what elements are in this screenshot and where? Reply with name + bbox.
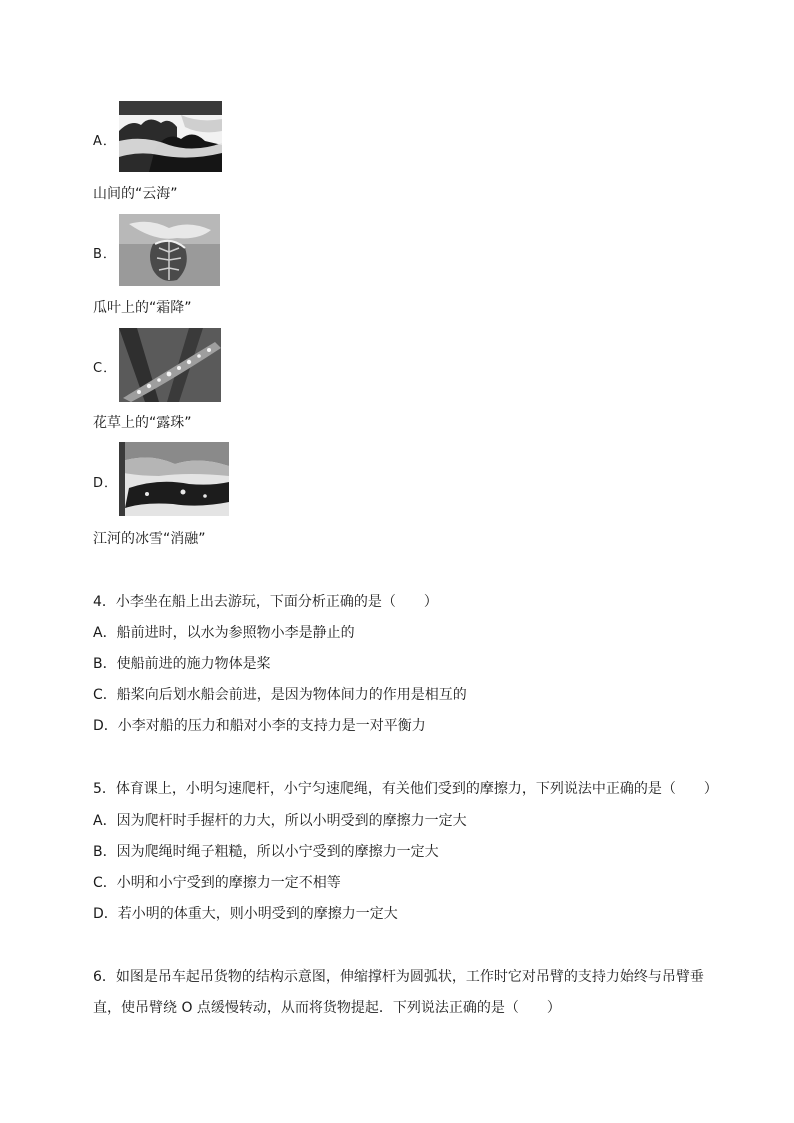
option-d-letter[interactable]: D． <box>93 476 119 491</box>
q5-option-d[interactable]: D．若小明的体重大，则小明受到的摩擦力一定大 <box>93 906 398 922</box>
option-b-letter[interactable]: B． <box>93 247 117 262</box>
q5-option-b[interactable]: B．因为爬绳时绳子粗糙，所以小宁受到的摩擦力一定大 <box>93 844 439 860</box>
q5-stem: 5．体育课上，小明匀速爬杆，小宁匀速爬绳，有关他们受到的摩擦力，下列说法中正确的是（ ） <box>93 781 718 797</box>
option-a-caption: 山间的“云海” <box>93 186 178 202</box>
q4-option-d[interactable]: D．小李对船的压力和船对小李的支持力是一对平衡力 <box>93 718 426 734</box>
option-c-caption: 花草上的“露珠” <box>93 415 192 431</box>
q6-stem-line-2: 直，使吊臂绕 O 点缓慢转动，从而将货物提起．下列说法正确的是（ ） <box>93 1000 561 1016</box>
option-c-letter[interactable]: C． <box>93 361 118 376</box>
q4-stem: 4．小李坐在船上出去游玩，下面分析正确的是（ ） <box>93 594 438 610</box>
q5-option-c[interactable]: C．小明和小宁受到的摩擦力一定不相等 <box>93 875 341 891</box>
q4-option-a[interactable]: A．船前进时，以水为参照物小李是静止的 <box>93 625 355 641</box>
q6-stem-line-1: 6．如图是吊车起吊货物的结构示意图，伸缩撑杆为圆弧状，工作时它对吊臂的支持力始终与吊臂垂 <box>93 969 704 985</box>
melting-river-photo <box>119 442 229 516</box>
option-d-caption: 江河的冰雪“消融” <box>93 531 206 547</box>
dewdrops-photo <box>119 328 221 402</box>
q4-option-b[interactable]: B．使船前进的施力物体是桨 <box>93 656 271 672</box>
cloud-sea-photo <box>119 101 222 172</box>
option-b-caption: 瓜叶上的“霜降” <box>93 300 192 316</box>
q5-option-a[interactable]: A．因为爬杆时手握杆的力大，所以小明受到的摩擦力一定大 <box>93 813 467 829</box>
q4-option-c[interactable]: C．船桨向后划水船会前进，是因为物体间力的作用是相互的 <box>93 687 467 703</box>
option-a-letter[interactable]: A． <box>93 134 117 149</box>
frosted-leaf-photo <box>119 214 220 286</box>
